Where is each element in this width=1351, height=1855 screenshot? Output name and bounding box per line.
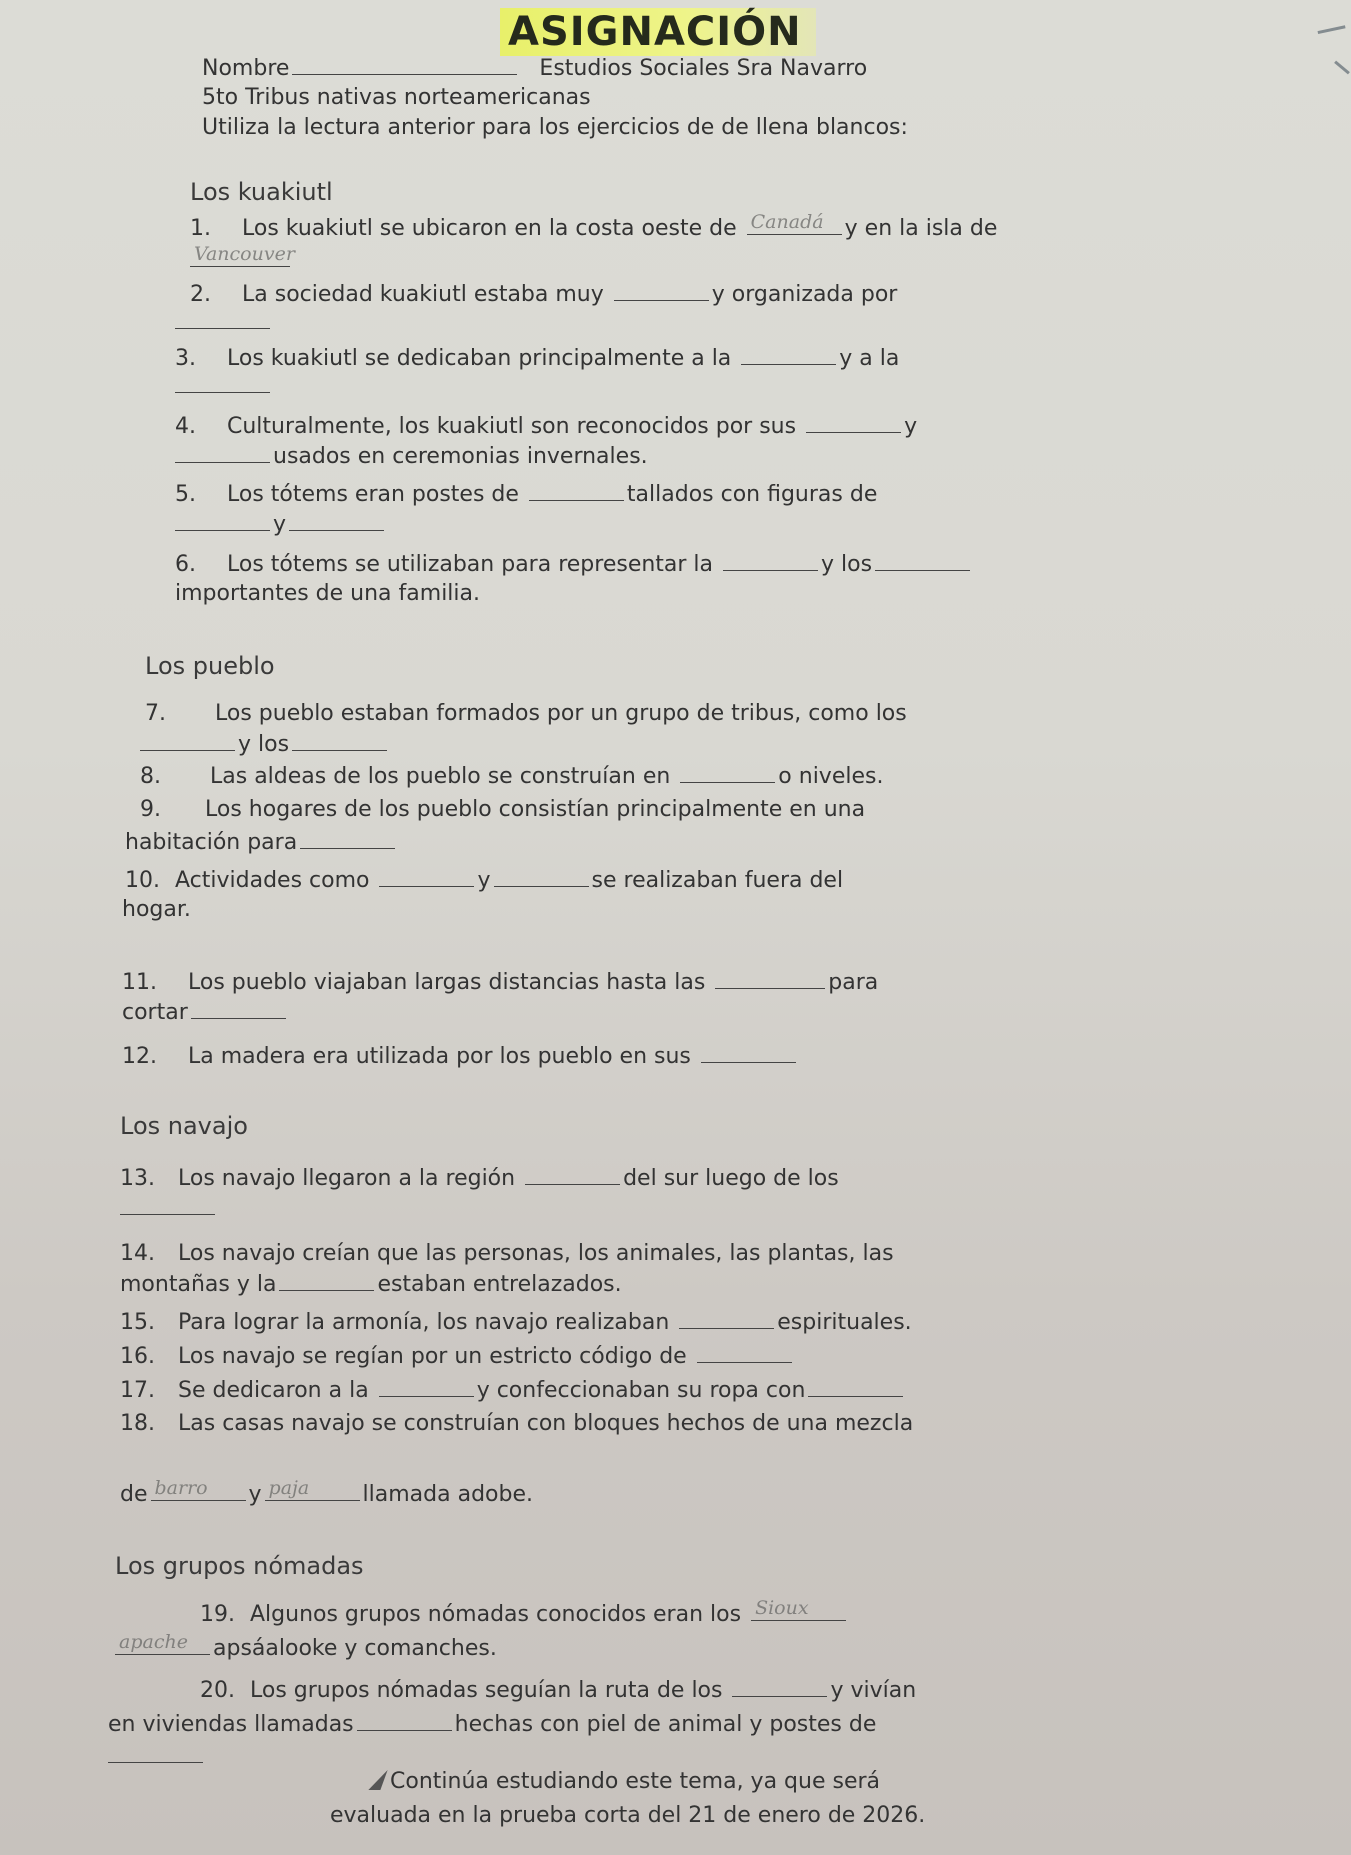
question-text: o niveles. [778, 764, 884, 789]
question-9 [140, 796, 865, 824]
question-20-cont2 [108, 1742, 206, 1771]
question-text: usados en ceremonias invernales. [273, 444, 648, 469]
question-number: 4. [175, 414, 196, 439]
answer-blank[interactable] [715, 968, 825, 989]
question-10-cont: hogar. [122, 897, 191, 922]
question-number: 8. [140, 764, 161, 789]
question-number: 16. [120, 1344, 155, 1369]
answer-blank[interactable] [265, 1477, 360, 1501]
answer-blank[interactable] [289, 510, 384, 531]
answer-blank[interactable] [680, 762, 775, 783]
question-12 [122, 1042, 799, 1071]
question-text: Los hogares de los pueblo consistían principalmente en una [205, 797, 866, 822]
question-text: y [904, 414, 918, 439]
question-17 [120, 1376, 906, 1405]
handwritten-answer: Sioux [755, 1597, 809, 1619]
instructions: Utiliza la lectura anterior para los ejercicios de de llena blancos: [202, 115, 908, 140]
question-text: Los grupos nómadas seguían la ruta de los [250, 1678, 723, 1703]
answer-blank[interactable] [875, 550, 970, 571]
question-number: 18. [120, 1411, 155, 1436]
question-text: Los navajo creían que las personas, los animales, las plantas, las [178, 1241, 894, 1266]
question-19-cont [115, 1631, 497, 1663]
question-text: y [273, 512, 287, 537]
answer-blank[interactable] [379, 866, 474, 887]
question-text: La madera era utilizada por los pueblo en sus [188, 1044, 691, 1069]
question-text: montañas y la [120, 1272, 277, 1297]
question-text: hechas con piel de animal y postes de [454, 1712, 877, 1737]
question-number: 19. [200, 1602, 235, 1627]
answer-blank[interactable] [175, 510, 270, 531]
page-title: ASIGNACIÓN [500, 8, 816, 56]
question-text: Para lograr la armonía, los navajo realizaban [178, 1310, 670, 1335]
question-text: para [828, 970, 879, 995]
question-6-cont: importantes de una familia. [175, 581, 481, 606]
question-10 [125, 866, 843, 895]
question-number: 17. [120, 1378, 155, 1403]
question-text: Culturalmente, los kuakiutl son reconocidos por sus [227, 414, 797, 439]
question-text: Las casas navajo se construían con bloques hechos de una mezcla [178, 1411, 914, 1436]
answer-blank[interactable] [806, 412, 901, 433]
section-heading-nomadas: Los grupos nómadas [115, 1552, 364, 1580]
question-7 [145, 700, 907, 728]
question-text: y los [238, 732, 290, 757]
footer-line-2: evaluada en la prueba corta del 21 de enero de 2026. [330, 1803, 926, 1828]
question-2 [190, 280, 897, 309]
section-heading-navajo: Los navajo [120, 1112, 248, 1140]
pencil-mark [1334, 61, 1350, 75]
question-number: 1. [190, 216, 211, 241]
question-text: y confeccionaban su ropa con [476, 1378, 806, 1403]
answer-blank[interactable] [529, 480, 624, 501]
question-text: llamada adobe. [362, 1482, 533, 1507]
question-number: 13. [120, 1166, 155, 1191]
question-text: se realizaban fuera del [591, 868, 844, 893]
question-number: 12. [122, 1044, 157, 1069]
name-label: Nombre [202, 56, 290, 81]
answer-blank[interactable] [679, 1308, 774, 1329]
pencil-icon [368, 1770, 387, 1790]
answer-blank[interactable] [723, 550, 818, 571]
question-text: de [120, 1482, 148, 1507]
question-20 [200, 1676, 916, 1705]
handwritten-answer: apache [119, 1631, 188, 1653]
question-18 [120, 1410, 913, 1438]
question-text: y [248, 1482, 262, 1507]
question-text: Las aldeas de los pueblo se construían en [210, 764, 671, 789]
question-number: 7. [145, 701, 166, 726]
answer-blank[interactable] [190, 243, 295, 267]
question-text: del sur luego de los [623, 1166, 839, 1191]
question-11 [122, 968, 878, 997]
question-number: 14. [120, 1241, 155, 1266]
question-14-cont [120, 1270, 622, 1299]
answer-blank[interactable] [191, 998, 286, 1019]
question-text: y los [821, 552, 873, 577]
question-11-cont [122, 998, 289, 1027]
question-8 [140, 762, 883, 791]
answer-blank[interactable] [357, 1710, 452, 1731]
question-text: espirituales. [777, 1310, 912, 1335]
answer-blank[interactable] [175, 372, 270, 393]
answer-blank[interactable] [115, 1631, 210, 1655]
question-2-cont [175, 308, 273, 337]
question-text: cortar [122, 1000, 188, 1025]
question-number: 3. [175, 346, 196, 371]
name-field[interactable] [292, 54, 517, 75]
answer-blank[interactable] [300, 828, 395, 849]
question-text: apsáalooke y comanches. [213, 1636, 497, 1661]
question-number: 11. [122, 970, 157, 995]
question-7-cont [140, 730, 390, 759]
question-5 [175, 480, 877, 509]
question-13 [120, 1164, 839, 1193]
question-text: Los tótems eran postes de [227, 482, 519, 507]
question-13-cont [120, 1194, 218, 1223]
answer-blank[interactable] [175, 308, 270, 329]
question-text: Actividades como [175, 868, 370, 893]
question-text: Los navajo se regían por un estricto código de [178, 1344, 687, 1369]
answer-blank[interactable] [279, 1270, 374, 1291]
question-15 [120, 1308, 912, 1337]
question-text: y a la [839, 346, 900, 371]
question-5-cont [175, 510, 387, 539]
answer-blank[interactable] [379, 1376, 474, 1397]
answer-blank[interactable] [292, 730, 387, 751]
question-20-cont [108, 1710, 876, 1739]
answer-blank[interactable] [525, 1164, 620, 1185]
question-14 [120, 1240, 894, 1268]
handwritten-answer: barro [154, 1477, 208, 1499]
answer-blank[interactable] [151, 1477, 246, 1501]
grade-topic: 5to Tribus nativas norteamericanas [202, 85, 591, 110]
question-number: 9. [140, 797, 161, 822]
question-4-cont [175, 442, 648, 471]
answer-blank[interactable] [732, 1676, 827, 1697]
footer-note [372, 1768, 880, 1796]
question-text: Los pueblo viajaban largas distancias hasta las [188, 970, 706, 995]
name-row [202, 54, 867, 83]
question-3 [175, 344, 899, 373]
answer-blank[interactable] [751, 1597, 846, 1621]
question-text: La sociedad kuakiutl estaba muy [242, 282, 604, 307]
question-number: 2. [190, 282, 211, 307]
answer-blank[interactable] [701, 1042, 796, 1063]
question-3-cont [175, 372, 273, 401]
course-label: Estudios Sociales Sra Navarro [539, 56, 868, 81]
question-18-cont [120, 1477, 533, 1509]
answer-blank[interactable] [747, 211, 842, 235]
question-text: y en la isla de [844, 216, 998, 241]
section-heading-kuakiutl: Los kuakiutl [190, 178, 333, 206]
section-heading-pueblo: Los pueblo [145, 652, 275, 680]
answer-blank[interactable] [614, 280, 709, 301]
question-9-cont [125, 828, 398, 857]
footer-line-1: Continúa estudiando este tema, ya que será [390, 1769, 881, 1794]
question-text: Los kuakiutl se dedicaban principalmente a la [227, 346, 732, 371]
answer-blank[interactable] [120, 1194, 215, 1215]
pencil-mark [1318, 25, 1349, 47]
question-text: y [477, 868, 491, 893]
question-text: Los kuakiutl se ubicaron en la costa oeste de [242, 216, 737, 241]
answer-blank[interactable] [108, 1742, 203, 1763]
handwritten-answer: Vancouver [194, 243, 295, 265]
answer-blank[interactable] [697, 1342, 792, 1363]
question-text: Los navajo llegaron a la región [178, 1166, 516, 1191]
question-text: habitación para [125, 830, 298, 855]
question-number: 15. [120, 1310, 155, 1335]
question-text: Algunos grupos nómadas conocidos eran los [250, 1602, 742, 1627]
question-text: en viviendas llamadas [108, 1712, 354, 1737]
question-number: 10. [125, 868, 160, 893]
question-text: y vivían [830, 1678, 917, 1703]
handwritten-answer: paja [268, 1477, 310, 1499]
question-text: Se dedicaron a la [178, 1378, 369, 1403]
answer-blank[interactable] [741, 344, 836, 365]
question-1 [190, 211, 998, 243]
answer-blank[interactable] [140, 730, 235, 751]
question-number: 20. [200, 1678, 235, 1703]
handwritten-answer: Canadá [750, 211, 824, 233]
question-16 [120, 1342, 795, 1371]
question-6 [175, 550, 973, 579]
answer-blank[interactable] [175, 442, 270, 463]
question-text: tallados con figuras de [626, 482, 878, 507]
question-4 [175, 412, 917, 441]
question-number: 5. [175, 482, 196, 507]
question-1-cont [190, 243, 295, 275]
question-text: estaban entrelazados. [377, 1272, 622, 1297]
answer-blank[interactable] [494, 866, 589, 887]
question-text: Los tótems se utilizaban para representar la [227, 552, 714, 577]
question-19 [200, 1597, 849, 1629]
answer-blank[interactable] [808, 1376, 903, 1397]
question-text: y organizada por [711, 282, 898, 307]
question-number: 6. [175, 552, 196, 577]
question-text: Los pueblo estaban formados por un grupo de tribus, como los [215, 701, 907, 726]
